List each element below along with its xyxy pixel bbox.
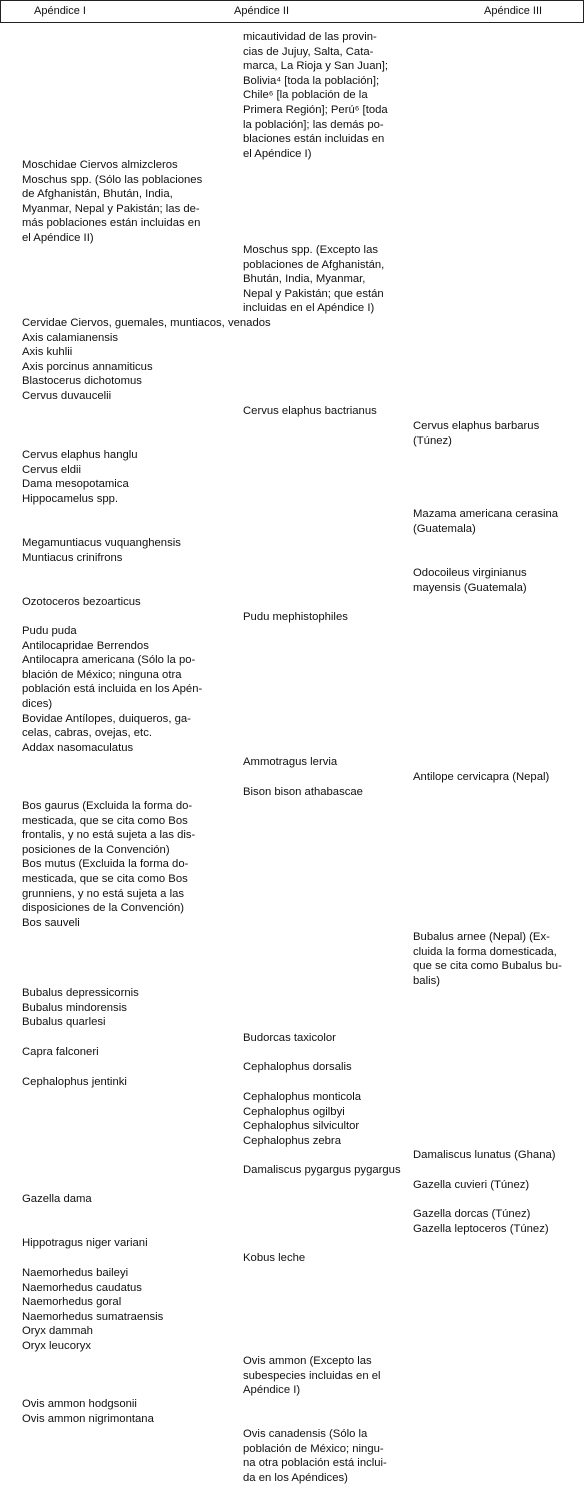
appendix-1-entry-line: Oryx leucoryx [22, 1340, 92, 1352]
appendix-2-entry-line: Apéndice I) [243, 1384, 301, 1397]
appendix-1-entry-line: Ovis ammon hodgsonii [22, 1398, 137, 1410]
appendix-1-entry-line: Dama mesopotamica [22, 478, 129, 491]
header-appendix-3: Apéndice III [484, 5, 543, 17]
appendix-1-entry-line: Pudu puda [22, 625, 77, 637]
appendix-3-entry-line: Bubalus arnee (Nepal) (Ex- [413, 931, 550, 943]
appendix-1-entry-line: Antilocapridae Berrendos [22, 639, 149, 652]
appendix-1-entry-line: dices) [22, 698, 53, 710]
appendix-1-entry-line: Blastocerus dichotomus [22, 375, 142, 388]
appendix-1-entry-line: Megamuntiacus vuquanghensis [22, 537, 181, 549]
appendix-1-entry-line: Moschus spp. (Sólo las poblaciones [22, 173, 203, 186]
appendix-1-entry-line: Cervus duvaucelii [22, 390, 112, 402]
appendix-1-entry-line: Ovis ammon nigrimontana [22, 1412, 154, 1425]
table-header [0, 0, 584, 23]
appendix-2-entry-line: Pudu mephistophiles [243, 611, 348, 623]
appendix-1-entry-line: Bos mutus (Excluida la forma do- [22, 858, 189, 871]
appendix-3-entry-line: cluida la forma domesticada, [413, 945, 557, 958]
appendix-2-entry-line: poblaciones de Afghanistán, [243, 258, 385, 271]
appendix-2-entry-line: Bolivia⁴ [toda la población]; [243, 74, 380, 87]
appendix-2-entry-line: subespecies incluidas en el [243, 1369, 381, 1382]
appendix-1-entry-line: blación de México; ninguna otra [22, 668, 182, 681]
appendix-1-entry-line: Cervus elaphus hanglu [22, 449, 138, 461]
appendix-1-entry-line: Cervus eldii [22, 463, 82, 476]
appendix-3-entry-line: Damaliscus lunatus (Ghana) [413, 1149, 556, 1161]
appendix-1-entry-line: Hippocamelus spp. [22, 492, 119, 505]
appendix-1-entry-line: Naemorhedus baileyi [22, 1267, 129, 1279]
appendix-1-entry-line: mesticada, que se cita como Bos [22, 814, 188, 827]
appendix-2-entry-line: Budorcas taxicolor [243, 1032, 336, 1044]
appendix-1-entry-line: mesticada, que se cita como Bos [22, 873, 188, 885]
appendix-2-entry-line: Damaliscus pygargus pygargus [243, 1164, 401, 1176]
appendix-3-entry-line: mayensis (Guatemala) [413, 581, 527, 594]
appendix-3-entry-line: Cervus elaphus barbarus [413, 420, 540, 432]
appendix-3-entry-line: Odocoileus virginianus [413, 567, 527, 579]
appendix-3-entry-line: Gazella dorcas (Túnez) [413, 1208, 531, 1220]
appendix-1-entry-line: Muntiacus crinifrons [22, 551, 123, 564]
appendix-1-entry-line: Bubalus depressicornis [22, 987, 139, 999]
appendix-1-entry-line: Naemorhedus caudatus [22, 1281, 142, 1294]
appendix-1-entry-line: Capra falconeri [22, 1046, 99, 1058]
appendix-2-entry-line: Cephalophus monticola [243, 1091, 362, 1103]
appendix-2-entry-line: Ovis ammon (Excepto las [243, 1355, 372, 1367]
appendix-2-entry-line: la población]; las demás po- [243, 118, 384, 131]
appendix-2-entry-line: cias de Jujuy, Salta, Cata- [243, 45, 374, 58]
appendix-1-entry-line: Hippotragus niger variani [22, 1237, 148, 1249]
appendix-3-entry-line: balis) [413, 974, 440, 987]
appendix-1-entry-line: Bos sauveli [22, 916, 80, 929]
appendix-2-entry-line: Cephalophus ogilbyi [243, 1105, 345, 1118]
appendix-2-entry-line: micautividad de las provin- [243, 31, 377, 43]
appendix-1-entry-line: Cervidae Ciervos, guemales, muntiacos, venados [22, 317, 271, 329]
appendix-3-entry-line: (Túnez) [413, 434, 452, 447]
appendix-1-entry-line: Bovidae Antílopes, duiqueros, ga- [22, 712, 191, 725]
appendix-1-entry-line: población está incluida en los Apén- [22, 683, 203, 696]
appendix-1-entry-line: Myanmar, Nepal y Pakistán; las de- [22, 202, 200, 215]
header-appendix-2: Apéndice II [234, 5, 290, 17]
appendix-2-entry-line: marca, La Rioja y San Juan]; [243, 60, 389, 73]
appendix-1-entry-line: grunniens, y no está sujeta a las [22, 887, 185, 900]
appendix-1-entry-line: Naemorhedus sumatraensis [22, 1310, 164, 1323]
appendix-3-entry-line: (Guatemala) [413, 522, 476, 535]
appendix-1-entry-line: Axis calamianensis [22, 331, 119, 344]
appendix-1-entry-line: Axis porcinus annamiticus [22, 360, 153, 373]
appendix-1-entry-line: Cephalophus jentinki [22, 1076, 127, 1088]
appendix-1-entry-line: Antilocapra americana (Sólo la po- [22, 654, 196, 667]
appendix-2-entry-line: Nepal y Pakistán; que están [243, 287, 384, 300]
appendix-2-entry-line: na otra población está inclui- [243, 1457, 387, 1470]
appendix-1-entry-line: celas, cabras, ovejas, etc. [22, 727, 152, 740]
appendix-1-entry-line: Oryx dammah [22, 1325, 93, 1338]
appendix-1-entry-line: frontalis, y no está sujeta a las dis- [22, 829, 196, 842]
appendix-2-entry-line: el Apéndice I) [243, 147, 312, 160]
appendix-2-entry-line: Bhután, India, Myanmar, [243, 273, 366, 286]
appendix-1-entry-line: Ozotoceros bezoarticus [22, 596, 141, 608]
appendix-2-entry-line: Primera Región]; Perú⁶ [toda [243, 104, 388, 116]
appendix-1-entry-line: Axis kuhlii [22, 346, 73, 359]
appendix-1-entry-line: Bubalus mindorensis [22, 1001, 127, 1014]
appendix-2-entry-line: Ammotragus lervia [243, 756, 338, 768]
appendix-2-entry-line: da en los Apéndices) [243, 1471, 348, 1484]
appendix-1-entry-line: Naemorhedus goral [22, 1296, 122, 1309]
appendix-2-entry-line: blaciones están incluidas en [243, 133, 385, 146]
appendix-1-entry-line: Gazella dama [22, 1193, 92, 1205]
appendix-2-entry-line: Cephalophus zebra [243, 1134, 341, 1147]
appendix-3-entry-line: que se cita como Bubalus bu- [413, 960, 562, 973]
appendix-2-entry-line: Kobus leche [243, 1252, 306, 1264]
appendix-3-entry-line: Antilope cervicapra (Nepal) [413, 771, 550, 783]
appendix-2-entry-line: Cervus elaphus bactrianus [243, 405, 377, 417]
appendix-2-entry-line: Cephalophus silvicultor [243, 1120, 360, 1133]
appendix-2-entry-line: Chile⁶ [la población de la [243, 89, 368, 102]
appendix-2-entry-line: Cephalophus dorsalis [243, 1061, 352, 1073]
appendix-3-entry-line: Gazella cuvieri (Túnez) [413, 1179, 530, 1191]
appendix-1-entry-line: de Afghanistán, Bhután, India, [22, 188, 173, 201]
appendix-2-entry-line: Moschus spp. (Excepto las [243, 244, 378, 256]
appendix-1-entry-line: Moschidae Ciervos almizcleros [22, 159, 178, 171]
appendix-1-entry-line: más poblaciones están incluidas en [22, 217, 201, 230]
appendix-3-entry-line: Gazella leptoceros (Túnez) [413, 1222, 549, 1235]
appendix-2-entry-line: Bison bison athabascae [243, 786, 363, 798]
appendix-2-entry-line: Ovis canadensis (Sólo la [243, 1428, 368, 1440]
appendix-1-entry-line: disposiciones de la Convención) [22, 902, 185, 915]
appendix-2-entry-line: población de México; ningu- [243, 1442, 384, 1455]
header-appendix-1: Apéndice I [34, 5, 86, 17]
appendix-1-entry-line: Bubalus quarlesi [22, 1016, 106, 1029]
appendix-1-entry-line: posiciones de la Convención) [22, 843, 170, 856]
appendix-2-entry-line: incluidas en el Apéndice I) [243, 302, 375, 315]
appendix-3-entry-line: Mazama americana cerasina [413, 508, 559, 520]
appendix-1-entry-line: el Apéndice II) [22, 232, 94, 244]
appendix-1-entry-line: Addax nasomaculatus [22, 741, 134, 754]
appendix-1-entry-line: Bos gaurus (Excluida la forma do- [22, 800, 193, 812]
